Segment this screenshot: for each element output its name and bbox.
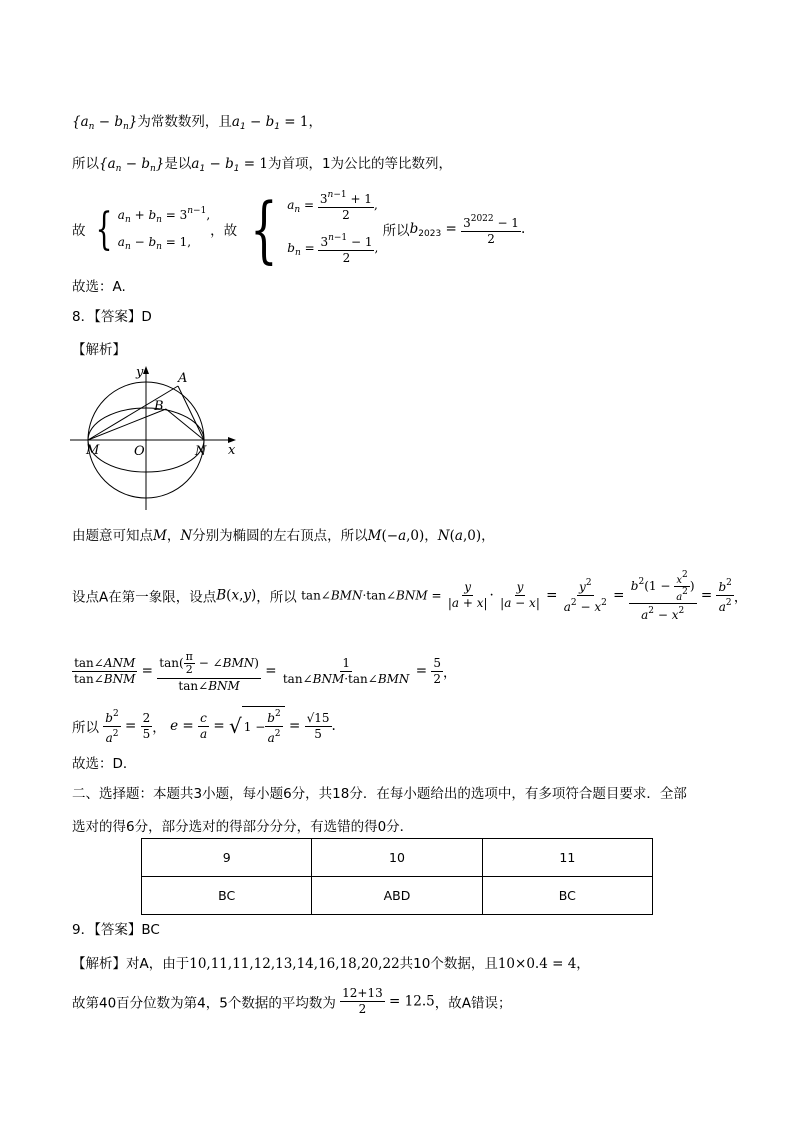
label-A: A xyxy=(178,371,188,386)
label-x: x xyxy=(228,443,236,458)
solution-line-1: $\{a_n - b_n\}$为常数数列，且$a_1 - b_1 = 1$， xyxy=(72,114,322,132)
solution-line-9: $\frac{\text{tan∠ANM}}{\text{tan∠BNM}}$ = tan( $\frac{\pi}{2}$ − ∠BMN) tan∠BNM = $\frac{1}{\text{tan∠BNM·tan∠BMN}}$ = $\frac{5}{2}$ ， xyxy=(74,650,457,693)
answer-9: 9．【答案】BC xyxy=(72,922,160,938)
section-heading: 二、选择题：本题共3小题，每小题6分，共18分．在每小题给出的选项中，有多项符合题目要求．全部 xyxy=(72,786,687,802)
label-O: O xyxy=(134,444,145,459)
choice-d-line: 故选：D． xyxy=(72,756,137,772)
table-cell: 9 xyxy=(142,839,312,877)
solution-line-2: 所以$\{a_n - b_n\}$是以$a_1 - b_1 = 1$为首项，1为公比的等比数列， xyxy=(72,156,453,174)
solution-line-15: 【解析】对A，由于10,11,11,12,13,14,16,18,20,22共10个数据，且10×0.4 = 4， xyxy=(72,956,590,972)
ellipse-circle-figure xyxy=(70,362,240,512)
analysis-heading: 【解析】 xyxy=(72,342,126,358)
label-B: B xyxy=(154,399,164,414)
answer-8: 8．【答案】D xyxy=(72,309,152,325)
solution-line-10: 所以 $\frac{b^2}{a^2}$ = $\frac{2}{5}$ ， e = $\frac{c}{a}$ = √ 1 − $\frac{b^2}{a^2}$ = $\frac{√15}{5}$ . xyxy=(72,706,336,746)
answer-table xyxy=(141,838,653,915)
section-note: 选对的得6分，部分选对的得部分分分，有选错的得0分． xyxy=(72,819,414,835)
table-cell: BC xyxy=(482,877,652,915)
table-cell: BC xyxy=(142,877,312,915)
table-row xyxy=(142,877,653,915)
solution-line-3: 故 { $a_n + b_n = 3^{n-1}$, $a_n - b_n = 1$, ，故 { $a_n$ = $\frac{3^{n-1} + 1}{2}$ , $b_n$ = $\frac{3^{n-1} - 1}{2}$ , 所以$b_{2023}$ = $\frac{3^{2022} - 1}{2}$ . xyxy=(72,187,526,271)
table-cell: ABD xyxy=(312,877,482,915)
solution-line-16: 故第40百分位数为第4，5个数据的平均数为 $\frac{12+13}{2}$ = 12.5，故A错误； xyxy=(72,986,512,1016)
table-cell: 11 xyxy=(482,839,652,877)
label-y: y xyxy=(136,365,144,380)
table-cell: 10 xyxy=(312,839,482,877)
label-M: M xyxy=(86,443,100,458)
table-header-row xyxy=(142,839,653,877)
solution-line-8: 设点A在第一象限，设点B(x,y)，所以 tan∠BMN·tan∠BNM = $\frac{y}{|a + x|}$ · $\frac{y}{|a - x|}$ = $\frac{y^2}{a^2 - x^2}$ = $b^2(1$ − $\frac{x2}{a2}$ ) $a^2 - x^2$ = $\frac{b^2}{a^2}$ ， xyxy=(72,570,748,622)
choice-a-line: 故选：A. xyxy=(72,279,126,295)
solution-line-7: 由题意可知点M，N分别为椭圆的左右顶点，所以M(−a,0)，N(a,0)， xyxy=(72,528,495,544)
label-N: N xyxy=(195,444,207,459)
